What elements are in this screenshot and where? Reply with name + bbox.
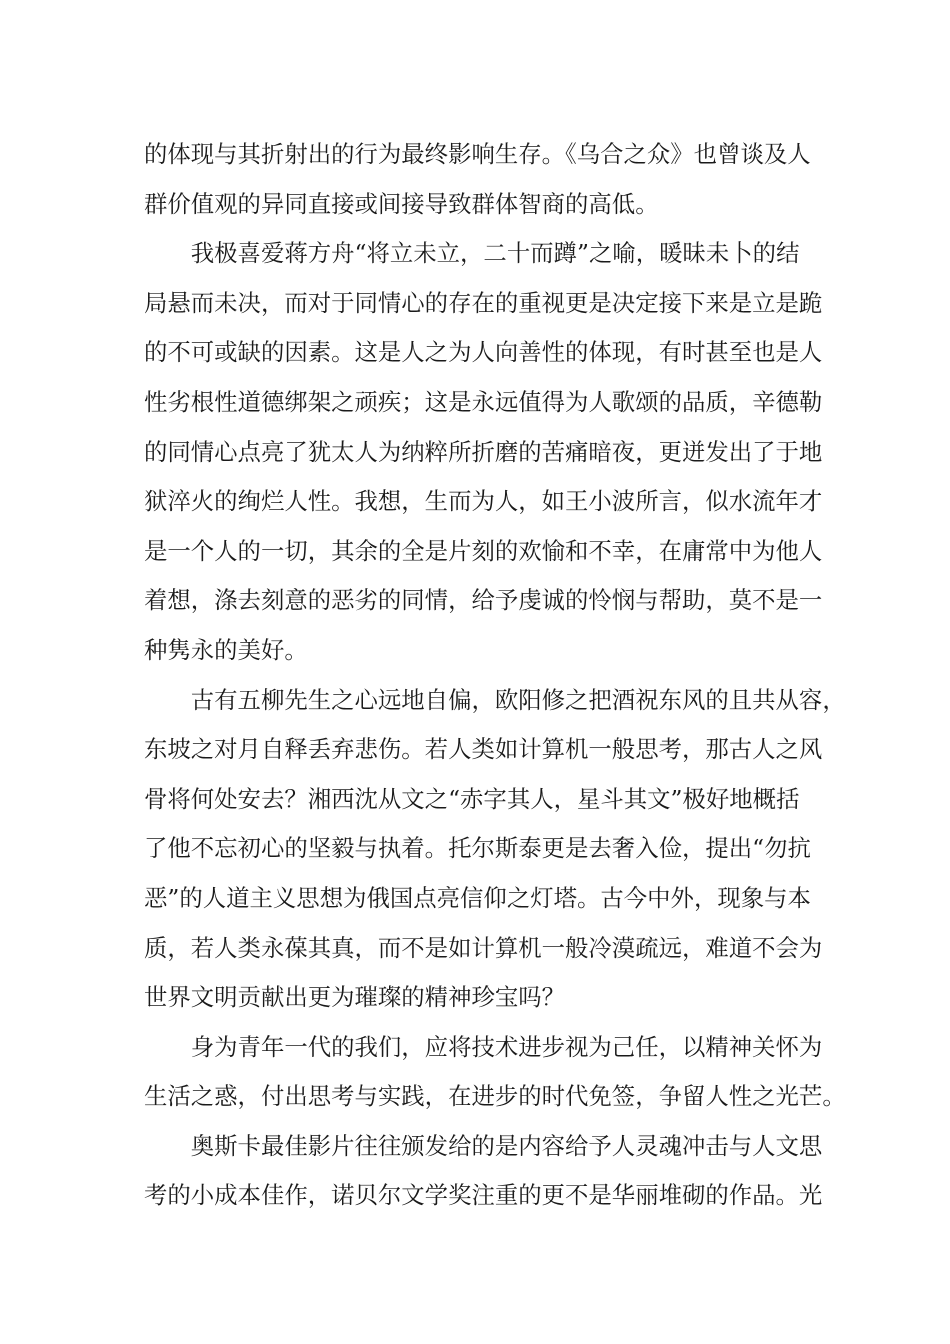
text-line: 我极喜爱蒋方舟“将立未立，二十而蹲”之喻，暖昧未卜的结 xyxy=(144,239,800,268)
text-line: 考的小成本佳作，诺贝尔文学奖注重的更不是华丽堆砌的作品。光 xyxy=(144,1181,823,1210)
text-line: 的不可或缺的因素。这是人之为人向善性的体现，有时甚至也是人 xyxy=(144,338,823,367)
text-line: 身为青年一代的我们，应将技术进步视为己任，以精神关怀为 xyxy=(144,1032,823,1061)
text-line: 生活之惑，付出思考与实践，在进步的时代免签，争留人性之光芒。 xyxy=(144,1082,846,1111)
text-line: 的同情心点亮了犹太人为纳粹所折磨的苦痛暗夜，更迸发出了于地 xyxy=(144,437,823,466)
text-line: 狱淬火的绚烂人性。我想，生而为人，如王小波所言，似水流年才 xyxy=(144,487,823,516)
text-line: 恶”的人道主义思想为俄国点亮信仰之灯塔。古今中外，现象与本 xyxy=(144,883,811,912)
text-line: 局悬而未决，而对于同情心的存在的重视更是决定接下来是立是跪 xyxy=(144,288,823,317)
text-line: 的体现与其折射出的行为最终影响生存。《乌合之众》也曾谈及人 xyxy=(144,140,811,168)
text-line: 骨将何处安去？湘西沈从文之“赤字其人，星斗其文”极好地概括 xyxy=(144,784,800,813)
text-line: 种隽永的美好。 xyxy=(144,635,308,664)
text-line: 东坡之对月自释丢弃悲伤。若人类如计算机一般思考，那古人之风 xyxy=(144,735,823,764)
text-line: 奥斯卡最佳影片往往颁发给的是内容给予人灵魂冲击与人文思 xyxy=(144,1131,823,1160)
text-line: 了他不忘初心的坚毅与执着。托尔斯泰更是去奢入俭，提出“勿抗 xyxy=(144,834,811,863)
text-line: 性劣根性道德绑架之顽疾；这是永远值得为人歌颂的品质，辛德勒 xyxy=(144,387,823,416)
text-line: 着想，涤去刻意的恶劣的同情，给予虔诚的怜悯与帮助，莫不是一 xyxy=(144,586,823,615)
text-line: 群价值观的异同直接或间接导致群体智商的高低。 xyxy=(144,189,659,218)
document-body xyxy=(144,130,846,1221)
text-line: 是一个人的一切，其余的全是片刻的欢愉和不幸，在庸常中为他人 xyxy=(144,536,823,565)
text-line: 质，若人类永葆其真，而不是如计算机一般冷漠疏远，难道不会为 xyxy=(144,933,823,962)
text-line: 世界文明贡献出更为璀璨的精神珍宝吗？ xyxy=(144,983,566,1012)
text-line: 古有五柳先生之心远地自偏，欧阳修之把酒祝东风的且共从容， xyxy=(144,685,846,714)
